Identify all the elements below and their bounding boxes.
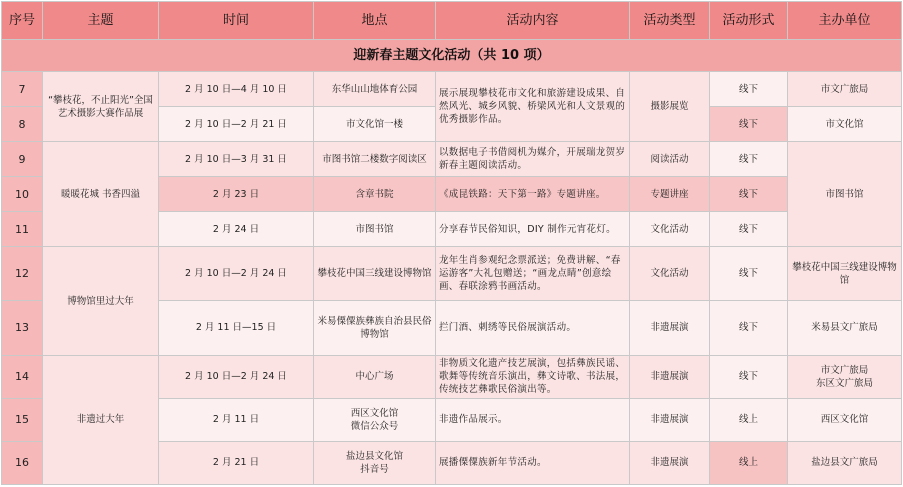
form-cell: 线下 [710,300,788,355]
type-cell: 文化活动 [630,247,710,300]
place-cell: 市文化馆一楼 [314,107,436,142]
activity-table [1,1,902,485]
row-no: 15 [2,398,43,441]
row-no: 13 [2,300,43,355]
time-cell: 2 月 10 日—2 月 24 日 [159,247,314,300]
table-row [2,355,902,398]
time-cell: 2 月 10 日—3 月 31 日 [159,142,314,177]
place-cell: 含章书院 [314,177,436,212]
place-cell: 中心广场 [314,355,436,398]
row-no: 16 [2,441,43,484]
theme-cell: 非遗过大年 [43,355,159,484]
table-title: 迎新春主题文化活动（共 10 项） [2,40,902,72]
organizer-cell: 米易县文广旅局 [788,300,902,355]
type-cell: 专题讲座 [630,177,710,212]
theme-cell: 暖暖花城 书香四溢 [43,142,159,247]
organizer-cell: 市文化馆 [788,107,902,142]
time-cell: 2 月 11 日—15 日 [159,300,314,355]
time-cell: 2 月 21 日 [159,441,314,484]
header-place: 地点 [314,2,436,40]
row-no: 14 [2,355,43,398]
time-cell: 2 月 23 日 [159,177,314,212]
header-row [2,2,902,40]
organizer-cell: 盐边县文广旅局 [788,441,902,484]
form-cell: 线上 [710,441,788,484]
type-cell: 阅读活动 [630,142,710,177]
form-cell: 线下 [710,355,788,398]
form-cell: 线下 [710,142,788,177]
title-row [2,40,902,72]
time-cell: 2 月 11 日 [159,398,314,441]
content-cell: 非遗作品展示。 [436,398,630,441]
header-theme: 主题 [43,2,159,40]
content-cell: 《成昆铁路：天下第一路》专题讲座。 [436,177,630,212]
place-cell: 东华山山地体育公园 [314,72,436,107]
theme-cell: “攀枝花，不止阳光”全国艺术摄影大赛作品展 [43,72,159,142]
time-cell: 2 月 10 日—4 月 10 日 [159,72,314,107]
form-cell: 线下 [710,107,788,142]
type-cell: 非遗展演 [630,355,710,398]
time-cell: 2 月 10 日—2 月 21 日 [159,107,314,142]
organizer-cell: 攀枝花中国三线建设博物馆 [788,247,902,300]
content-cell: 拦门酒、刺绣等民俗展演活动。 [436,300,630,355]
row-no: 7 [2,72,43,107]
organizer-cell: 市图书馆 [788,142,902,247]
row-no: 9 [2,142,43,177]
time-cell: 2 月 24 日 [159,212,314,247]
type-cell: 非遗展演 [630,398,710,441]
form-cell: 线下 [710,212,788,247]
organizer-cell: 市文广旅局 东区文广旅局 [788,355,902,398]
type-cell: 文化活动 [630,212,710,247]
header-type: 活动类型 [630,2,710,40]
content-cell: 以数据电子书借阅机为媒介，开展瑞龙贺岁新春主题阅读活动。 [436,142,630,177]
content-cell: 龙年生肖参观纪念票派送；免费讲解、“春运游客”大礼包赠送；“画龙点睛”创意绘画、春联涂鸦书画活动。 [436,247,630,300]
form-cell: 线下 [710,177,788,212]
header-form: 活动形式 [710,2,788,40]
header-no: 序号 [2,2,43,40]
place-cell: 西区文化馆 微信公众号 [314,398,436,441]
row-no: 11 [2,212,43,247]
content-cell: 展播傈僳族新年节活动。 [436,441,630,484]
organizer-cell: 西区文化馆 [788,398,902,441]
type-cell: 非遗展演 [630,300,710,355]
table-row [2,142,902,177]
form-cell: 线下 [710,72,788,107]
place-cell: 盐边县文化馆 抖音号 [314,441,436,484]
theme-cell: 博物馆里过大年 [43,247,159,355]
row-no: 12 [2,247,43,300]
form-cell: 线上 [710,398,788,441]
time-cell: 2 月 10 日—2 月 24 日 [159,355,314,398]
header-organizer: 主办单位 [788,2,902,40]
form-cell: 线下 [710,247,788,300]
row-no: 8 [2,107,43,142]
organizer-cell: 市文广旅局 [788,72,902,107]
type-cell: 非遗展演 [630,441,710,484]
place-cell: 市图书馆 [314,212,436,247]
table-row [2,72,902,107]
content-cell: 分享春节民俗知识，DIY 制作元宵花灯。 [436,212,630,247]
place-cell: 米易傈僳族彝族自治县民俗博物馆 [314,300,436,355]
header-content: 活动内容 [436,2,630,40]
row-no: 10 [2,177,43,212]
content-cell: 非物质文化遗产技艺展演，包括彝族民谣、歌舞等传统音乐演出，彝文诗歌、书法展，传统技艺彝歌民俗演出等。 [436,355,630,398]
content-cell: 展示展现攀枝花市文化和旅游建设成果、自然风光、城乡风貌、桥梁风光和人文景观的优秀摄影作品。 [436,72,630,142]
place-cell: 攀枝花中国三线建设博物馆 [314,247,436,300]
table-row [2,247,902,300]
type-cell: 摄影展览 [630,72,710,142]
header-time: 时间 [159,2,314,40]
place-cell: 市图书馆二楼数字阅读区 [314,142,436,177]
